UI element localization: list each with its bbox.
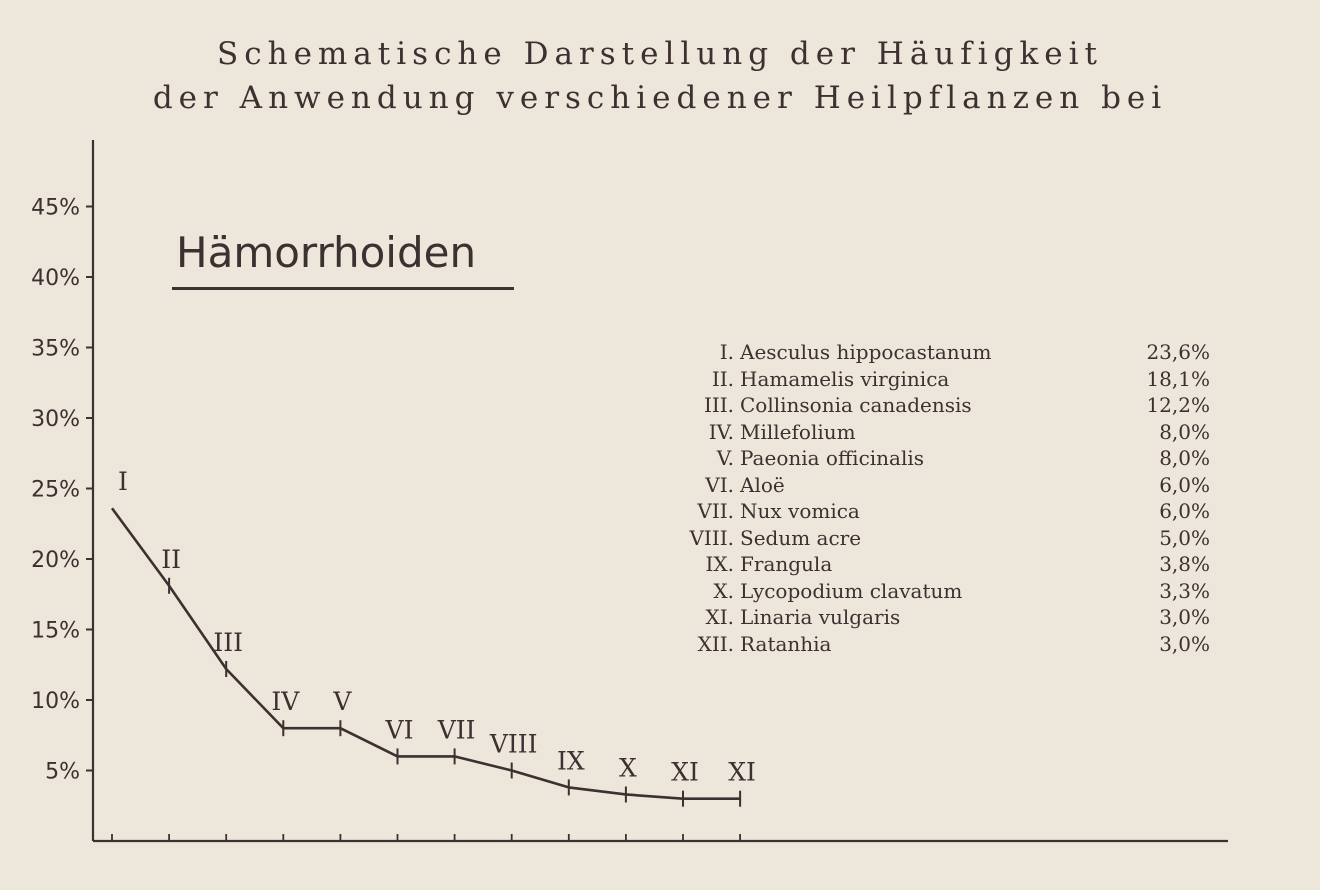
y-tick-label: 45% bbox=[31, 195, 80, 221]
legend-value: 3,3% bbox=[1159, 578, 1210, 603]
point-label-9: IX bbox=[556, 746, 585, 776]
chart-title-line-1: Schematische Darstellung der Häufigkeit bbox=[217, 36, 1103, 72]
legend-row bbox=[660, 498, 1210, 525]
legend-name: Lycopodium clavatum bbox=[740, 578, 963, 603]
y-tick-label: 40% bbox=[31, 266, 80, 291]
legend-value: 5,0% bbox=[1159, 525, 1210, 550]
point-label-7: VII bbox=[437, 715, 476, 745]
legend-value: 23,6% bbox=[1146, 340, 1210, 364]
legend-numeral: VIII. bbox=[689, 525, 734, 550]
legend-value: 6,0% bbox=[1159, 472, 1210, 497]
legend-table bbox=[660, 339, 1210, 657]
legend-numeral: VI. bbox=[705, 472, 734, 497]
legend-row bbox=[660, 578, 1210, 605]
legend-value: 12,2% bbox=[1146, 393, 1210, 417]
point-label-6: VI bbox=[385, 715, 414, 745]
legend-row bbox=[660, 366, 1210, 393]
y-ticks bbox=[31, 196, 93, 785]
legend-row bbox=[660, 419, 1210, 446]
chart-title-line-2: der Anwendung verschiedener Heilpflanzen bei bbox=[152, 80, 1168, 116]
legend-row bbox=[660, 445, 1210, 472]
point-label-5: V bbox=[333, 687, 352, 717]
legend-value: 3,0% bbox=[1159, 605, 1210, 629]
y-tick-label: 30% bbox=[31, 407, 80, 432]
y-tick-label: 10% bbox=[31, 689, 80, 714]
legend-value: 8,0% bbox=[1159, 419, 1210, 444]
legend-numeral: IX. bbox=[705, 552, 734, 576]
y-tick-label: 20% bbox=[31, 548, 80, 573]
legend-row bbox=[660, 472, 1210, 499]
legend-numeral: I. bbox=[719, 340, 734, 364]
point-ticks bbox=[169, 578, 740, 807]
legend-name: Nux vomica bbox=[740, 499, 860, 523]
legend-name: Aesculus hippocastanum bbox=[740, 340, 992, 364]
legend-numeral: III. bbox=[703, 393, 734, 417]
legend-name: Millefolium bbox=[740, 419, 856, 444]
legend-numeral: XI. bbox=[705, 605, 734, 629]
legend-value: 18,1% bbox=[1146, 366, 1210, 391]
legend-name: Hamamelis virginica bbox=[740, 366, 950, 391]
y-tick-label: 35% bbox=[31, 336, 80, 362]
legend-numeral: VII. bbox=[697, 499, 734, 523]
legend-row bbox=[660, 339, 1210, 366]
point-label-4: IV bbox=[271, 687, 300, 717]
legend-row bbox=[660, 631, 1210, 658]
series-line bbox=[112, 508, 740, 798]
legend-row bbox=[660, 604, 1210, 631]
legend-numeral: XII. bbox=[697, 631, 734, 656]
chart-subtitle: Hämorrhoiden bbox=[176, 228, 477, 277]
point-label-3: III bbox=[213, 627, 244, 657]
legend-name: Paeonia officinalis bbox=[740, 446, 925, 470]
legend-name: Frangula bbox=[740, 552, 833, 576]
y-tick-label: 25% bbox=[31, 477, 80, 503]
legend-name: Ratanhia bbox=[740, 631, 832, 656]
legend-numeral: V. bbox=[716, 446, 734, 470]
legend-value: 8,0% bbox=[1159, 446, 1210, 470]
legend-value: 3,8% bbox=[1159, 552, 1210, 576]
legend-name: Aloë bbox=[740, 472, 785, 497]
legend-row bbox=[660, 525, 1210, 552]
point-label-11: XI bbox=[671, 757, 699, 787]
subtitle-underline bbox=[172, 287, 514, 290]
point-label-10: X bbox=[618, 753, 637, 783]
legend-row bbox=[660, 392, 1210, 419]
y-tick-label: 5% bbox=[45, 759, 80, 785]
point-label-8: VIII bbox=[489, 729, 538, 759]
point-label-1: I bbox=[118, 467, 128, 497]
legend-name: Sedum acre bbox=[740, 525, 862, 550]
point-label-12: XI bbox=[728, 757, 756, 787]
legend-numeral: IV. bbox=[708, 419, 734, 444]
y-tick-label: 15% bbox=[31, 618, 80, 644]
point-label-2: II bbox=[161, 544, 181, 574]
legend-row bbox=[660, 551, 1210, 578]
legend-numeral: II. bbox=[711, 366, 734, 391]
legend-value: 6,0% bbox=[1159, 499, 1210, 523]
legend-name: Collinsonia canadensis bbox=[740, 393, 972, 417]
legend-numeral: X. bbox=[713, 578, 734, 603]
legend-value: 3,0% bbox=[1159, 631, 1210, 656]
legend-name: Linaria vulgaris bbox=[740, 605, 901, 629]
